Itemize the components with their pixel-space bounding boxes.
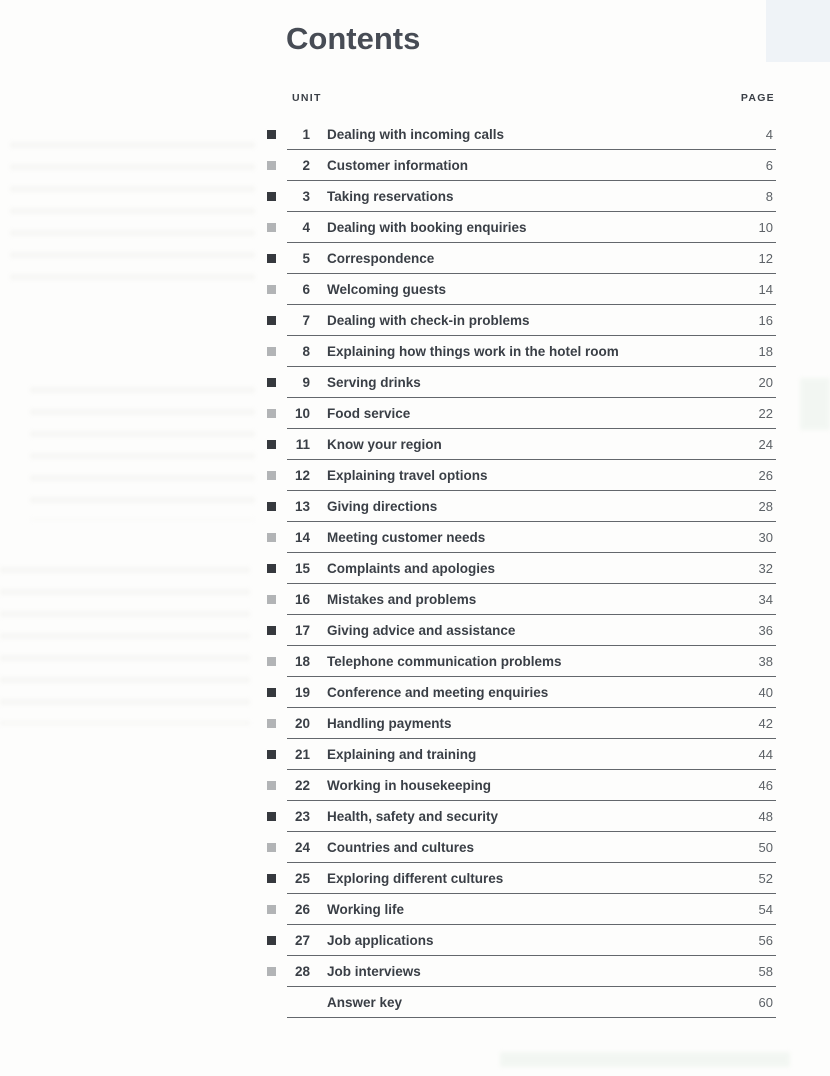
toc-row bbox=[287, 274, 776, 305]
unit-title: Health, safety and security bbox=[327, 808, 499, 824]
unit-title: Meeting customer needs bbox=[327, 529, 486, 545]
unit-title: Answer key bbox=[327, 994, 403, 1010]
showthrough-text-block bbox=[30, 380, 255, 520]
unit-page-number: 24 bbox=[758, 436, 773, 452]
unit-bullet-icon bbox=[267, 192, 276, 201]
unit-bullet-icon bbox=[267, 657, 276, 666]
unit-bullet-icon bbox=[267, 905, 276, 914]
unit-bullet-icon bbox=[267, 843, 276, 852]
showthrough-image-block bbox=[766, 0, 830, 62]
toc-row bbox=[287, 646, 776, 677]
toc-row bbox=[287, 243, 776, 274]
toc-row bbox=[287, 367, 776, 398]
unit-title: Explaining travel options bbox=[327, 467, 488, 483]
unit-page-number: 10 bbox=[758, 219, 773, 235]
unit-number: 18 bbox=[294, 653, 310, 669]
unit-page-number: 12 bbox=[758, 250, 773, 266]
unit-bullet-icon bbox=[267, 688, 276, 697]
unit-title: Working life bbox=[327, 901, 405, 917]
unit-page-number: 22 bbox=[758, 405, 773, 421]
toc-row bbox=[287, 739, 776, 770]
unit-number: 20 bbox=[294, 715, 310, 731]
unit-bullet-icon bbox=[267, 874, 276, 883]
unit-page-number: 50 bbox=[758, 839, 773, 855]
unit-title: Job applications bbox=[327, 932, 434, 948]
toc-row bbox=[287, 305, 776, 336]
unit-number: 25 bbox=[294, 870, 310, 886]
unit-title: Giving directions bbox=[327, 498, 438, 514]
unit-number: 13 bbox=[294, 498, 310, 514]
unit-page-number: 26 bbox=[758, 467, 773, 483]
unit-page-number: 32 bbox=[758, 560, 773, 576]
toc-row bbox=[287, 181, 776, 212]
toc-row bbox=[287, 956, 776, 987]
column-header-unit: UNIT bbox=[292, 92, 322, 104]
unit-bullet-icon bbox=[267, 595, 276, 604]
unit-page-number: 40 bbox=[758, 684, 773, 700]
unit-bullet-icon bbox=[267, 533, 276, 542]
table-header bbox=[287, 92, 776, 119]
toc-row bbox=[287, 894, 776, 925]
page-title: Contents bbox=[286, 21, 421, 56]
toc-row bbox=[287, 770, 776, 801]
unit-number: 17 bbox=[294, 622, 310, 638]
unit-title: Serving drinks bbox=[327, 374, 421, 390]
showthrough-text-line bbox=[500, 1052, 790, 1067]
unit-page-number: 46 bbox=[758, 777, 773, 793]
unit-number: 4 bbox=[302, 219, 310, 235]
unit-number: 27 bbox=[294, 932, 310, 948]
unit-number: 12 bbox=[294, 467, 310, 483]
showthrough-text-block bbox=[0, 560, 250, 725]
toc-row bbox=[287, 491, 776, 522]
unit-bullet-icon bbox=[267, 626, 276, 635]
unit-bullet-icon bbox=[267, 812, 276, 821]
unit-number: 26 bbox=[294, 901, 310, 917]
toc-row bbox=[287, 584, 776, 615]
toc-row bbox=[287, 925, 776, 956]
unit-number: 16 bbox=[294, 591, 310, 607]
unit-number: 9 bbox=[302, 374, 310, 390]
unit-bullet-icon bbox=[267, 223, 276, 232]
column-header-page: PAGE bbox=[740, 92, 775, 104]
toc-row bbox=[287, 336, 776, 367]
unit-title: Job interviews bbox=[327, 963, 421, 979]
unit-number: 8 bbox=[302, 343, 310, 359]
unit-number: 10 bbox=[294, 405, 310, 421]
showthrough-smudge bbox=[800, 378, 830, 430]
unit-page-number: 28 bbox=[758, 498, 773, 514]
unit-page-number: 6 bbox=[765, 157, 773, 173]
unit-page-number: 20 bbox=[758, 374, 773, 390]
unit-title: Explaining and training bbox=[327, 746, 477, 762]
toc-row bbox=[287, 460, 776, 491]
unit-bullet-icon bbox=[267, 409, 276, 418]
toc-row bbox=[287, 987, 776, 1018]
unit-title: Countries and cultures bbox=[327, 839, 475, 855]
unit-title: Welcoming guests bbox=[327, 281, 447, 297]
toc-row bbox=[287, 708, 776, 739]
unit-bullet-icon bbox=[267, 719, 276, 728]
unit-title: Food service bbox=[327, 405, 411, 421]
unit-bullet-icon bbox=[267, 967, 276, 976]
unit-bullet-icon bbox=[267, 285, 276, 294]
unit-page-number: 56 bbox=[758, 932, 773, 948]
unit-page-number: 44 bbox=[758, 746, 773, 762]
toc-row bbox=[287, 553, 776, 584]
unit-page-number: 30 bbox=[758, 529, 773, 545]
unit-title: Telephone communication problems bbox=[327, 653, 562, 669]
unit-page-number: 16 bbox=[758, 312, 773, 328]
unit-page-number: 18 bbox=[758, 343, 773, 359]
unit-page-number: 52 bbox=[758, 870, 773, 886]
unit-page-number: 36 bbox=[758, 622, 773, 638]
unit-number: 15 bbox=[294, 560, 310, 576]
contents-table bbox=[287, 92, 776, 1018]
unit-title: Explaining how things work in the hotel room bbox=[327, 343, 619, 359]
toc-row bbox=[287, 212, 776, 243]
showthrough-text-block bbox=[10, 135, 255, 295]
unit-page-number: 54 bbox=[758, 901, 773, 917]
unit-title: Mistakes and problems bbox=[327, 591, 477, 607]
toc-row bbox=[287, 150, 776, 181]
unit-title: Dealing with check-in problems bbox=[327, 312, 530, 328]
unit-bullet-icon bbox=[267, 502, 276, 511]
unit-title: Conference and meeting enquiries bbox=[327, 684, 549, 700]
toc-row bbox=[287, 677, 776, 708]
unit-title: Customer information bbox=[327, 157, 469, 173]
unit-number: 2 bbox=[302, 157, 310, 173]
unit-bullet-icon bbox=[267, 936, 276, 945]
toc-row bbox=[287, 801, 776, 832]
unit-title: Handling payments bbox=[327, 715, 452, 731]
toc-row bbox=[287, 863, 776, 894]
unit-bullet-icon bbox=[267, 130, 276, 139]
unit-number: 19 bbox=[294, 684, 310, 700]
unit-page-number: 38 bbox=[758, 653, 773, 669]
unit-bullet-icon bbox=[267, 161, 276, 170]
unit-bullet-icon bbox=[267, 347, 276, 356]
unit-number: 24 bbox=[294, 839, 310, 855]
unit-number: 5 bbox=[302, 250, 310, 266]
unit-title: Dealing with incoming calls bbox=[327, 126, 505, 142]
unit-title: Complaints and apologies bbox=[327, 560, 496, 576]
unit-page-number: 42 bbox=[758, 715, 773, 731]
unit-bullet-icon bbox=[267, 471, 276, 480]
toc-row bbox=[287, 832, 776, 863]
unit-page-number: 8 bbox=[765, 188, 773, 204]
unit-title: Dealing with booking enquiries bbox=[327, 219, 527, 235]
unit-page-number: 58 bbox=[758, 963, 773, 979]
toc-rows bbox=[287, 119, 776, 1018]
unit-bullet-icon bbox=[267, 254, 276, 263]
unit-number: 28 bbox=[294, 963, 310, 979]
toc-row bbox=[287, 522, 776, 553]
unit-bullet-icon bbox=[267, 750, 276, 759]
unit-page-number: 4 bbox=[765, 126, 773, 142]
unit-title: Know your region bbox=[327, 436, 442, 452]
unit-number: 11 bbox=[295, 436, 310, 452]
unit-title: Correspondence bbox=[327, 250, 435, 266]
unit-bullet-icon bbox=[267, 316, 276, 325]
toc-row bbox=[287, 615, 776, 646]
unit-number: 21 bbox=[294, 746, 310, 762]
unit-title: Taking reservations bbox=[327, 188, 454, 204]
unit-page-number: 14 bbox=[758, 281, 773, 297]
unit-number: 6 bbox=[302, 281, 310, 297]
unit-number: 1 bbox=[302, 126, 310, 142]
unit-title: Working in housekeeping bbox=[327, 777, 492, 793]
unit-page-number: 60 bbox=[758, 994, 773, 1010]
toc-row bbox=[287, 119, 776, 150]
unit-title: Giving advice and assistance bbox=[327, 622, 516, 638]
unit-title: Exploring different cultures bbox=[327, 870, 504, 886]
unit-bullet-icon bbox=[267, 564, 276, 573]
unit-number: 23 bbox=[294, 808, 310, 824]
unit-bullet-icon bbox=[267, 378, 276, 387]
unit-page-number: 34 bbox=[758, 591, 773, 607]
unit-number: 22 bbox=[294, 777, 310, 793]
toc-row bbox=[287, 429, 776, 460]
unit-bullet-icon bbox=[267, 781, 276, 790]
unit-bullet-icon bbox=[267, 440, 276, 449]
unit-page-number: 48 bbox=[758, 808, 773, 824]
unit-number: 7 bbox=[302, 312, 310, 328]
unit-number: 3 bbox=[302, 188, 310, 204]
toc-row bbox=[287, 398, 776, 429]
unit-number: 14 bbox=[294, 529, 310, 545]
